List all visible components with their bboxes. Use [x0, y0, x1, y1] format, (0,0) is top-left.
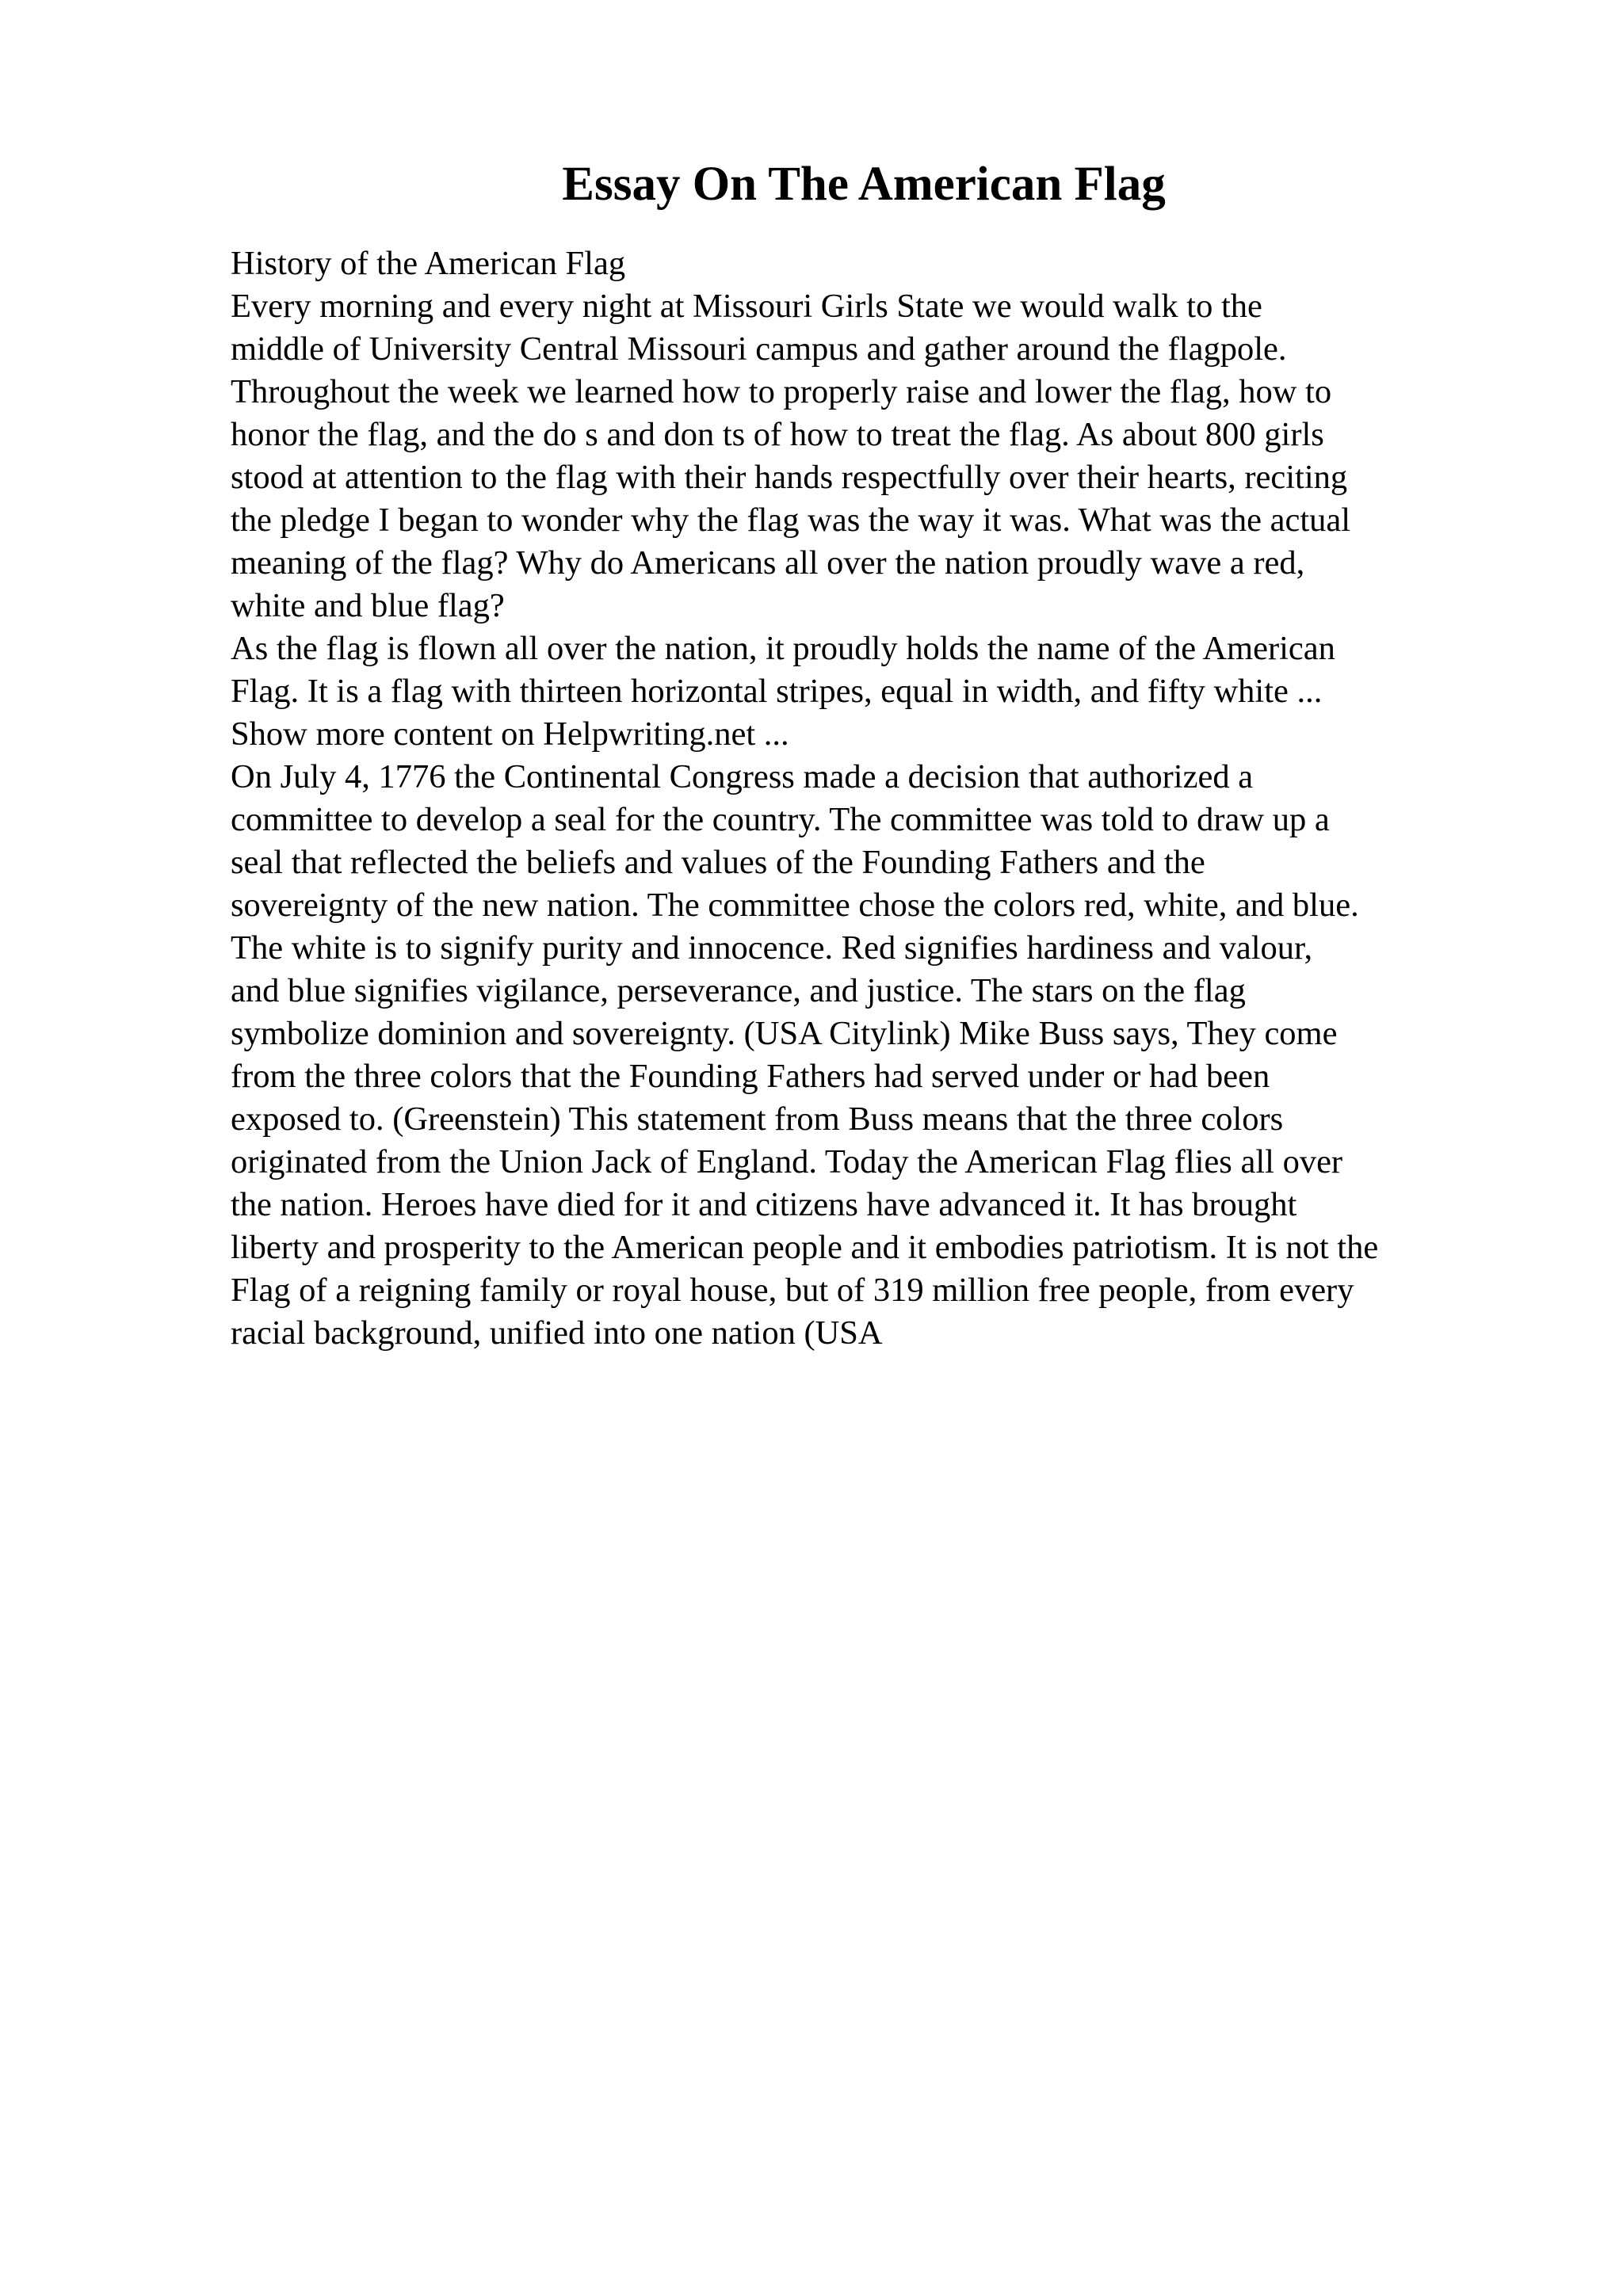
text-line: the nation. Heroes have died for it and citizens have advanced it. It has brought	[231, 1186, 1297, 1223]
text-line: Throughout the week we learned how to properly raise and lower the flag, how to	[231, 373, 1332, 410]
text-line: meaning of the flag? Why do Americans all over the nation proudly wave a red,	[231, 544, 1305, 582]
text-line: Flag of a reigning family or royal house, but of 319 million free people, from every	[231, 1272, 1354, 1309]
text-line: middle of University Central Missouri campus and gather around the flagpole.	[231, 330, 1287, 368]
text-line: Flag. It is a flag with thirteen horizontal stripes, equal in width, and fifty white ...	[231, 673, 1323, 710]
text-line: History of the American Flag	[231, 245, 626, 282]
text-line: stood at attention to the flag with their hands respectfully over their hearts, reciting	[231, 459, 1348, 496]
text-line: Every morning and every night at Missouri Girls State we would walk to the	[231, 288, 1262, 325]
text-line: seal that reflected the beliefs and values of the Founding Fathers and the	[231, 844, 1205, 881]
text-line: The white is to signify purity and innocence. Red signifies hardiness and valour,	[231, 929, 1313, 967]
text-line: As the flag is flown all over the nation, it proudly holds the name of the American	[231, 630, 1335, 667]
text-line: from the three colors that the Founding Fathers had served under or had been	[231, 1058, 1270, 1095]
text-line: racial background, unified into one nation (USA	[231, 1314, 883, 1352]
show-more-link[interactable]: Show more content on Helpwriting.net ...	[231, 715, 789, 753]
text-line: white and blue flag?	[231, 587, 505, 624]
text-line: On July 4, 1776 the Continental Congress made a decision that authorized a	[231, 758, 1254, 795]
text-line: liberty and prosperity to the American people and it embodies patriotism. It is not the	[231, 1229, 1379, 1266]
text-line: originated from the Union Jack of England. Today the American Flag flies all over	[231, 1143, 1343, 1180]
text-line: and blue signifies vigilance, perseverance, and justice. The stars on the flag	[231, 972, 1246, 1009]
text-line: sovereignty of the new nation. The committee chose the colors red, white, and blue.	[231, 887, 1359, 924]
text-line: symbolize dominion and sovereignty. (USA Citylink) Mike Buss says, They come	[231, 1015, 1338, 1052]
text-line: honor the flag, and the do s and don ts of how to treat the flag. As about 800 girls	[231, 416, 1324, 453]
document-body	[231, 242, 1514, 1355]
text-line: committee to develop a seal for the country. The committee was told to draw up a	[231, 801, 1330, 838]
text-line: the pledge I began to wonder why the flag was the way it was. What was the actual	[231, 502, 1351, 539]
document-title: Essay On The American Flag	[562, 158, 1166, 211]
text-line: exposed to. (Greenstein) This statement from Buss means that the three colors	[231, 1100, 1284, 1138]
